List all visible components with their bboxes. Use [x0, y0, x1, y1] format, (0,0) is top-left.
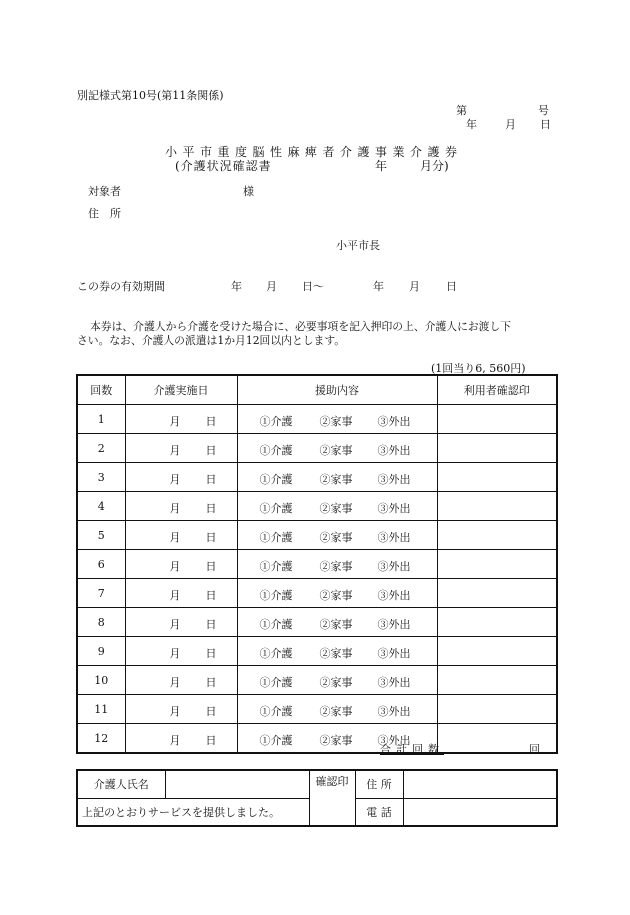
service-option-care: ①介護: [259, 734, 293, 747]
row-number: 8: [77, 608, 125, 637]
validity-to-day: 日: [446, 280, 457, 293]
user-seal-cell[interactable]: [437, 608, 557, 637]
row-number: 3: [77, 463, 125, 492]
service-option-outing: ③外出: [377, 502, 411, 515]
validity-from-month: 月: [266, 280, 277, 293]
issue-date-month: 月: [505, 118, 516, 131]
service-date-cell[interactable]: [125, 666, 237, 695]
row-number: 2: [77, 434, 125, 463]
service-option-housework: ②家事: [319, 589, 353, 602]
assistance-content-cell[interactable]: [237, 666, 437, 695]
user-seal-cell[interactable]: [437, 434, 557, 463]
form-reference: 別記様式第10号(第11条関係): [77, 89, 224, 102]
user-seal-cell[interactable]: [437, 521, 557, 550]
assistance-content-cell[interactable]: [237, 579, 437, 608]
caregiver-phone-label: 電 話: [355, 798, 403, 826]
total-underline: [440, 752, 536, 753]
row-number: 9: [77, 637, 125, 666]
table-row: [77, 434, 557, 463]
validity-to-year: 年: [373, 280, 384, 293]
table-row: [77, 695, 557, 724]
service-option-outing: ③外出: [377, 560, 411, 573]
assistance-content-cell[interactable]: [237, 550, 437, 579]
subtitle-month: 月分): [420, 159, 449, 173]
row-number: 6: [77, 550, 125, 579]
day-label: 日: [205, 618, 217, 631]
service-date-cell[interactable]: [125, 434, 237, 463]
user-seal-cell[interactable]: [437, 579, 557, 608]
table-row: [77, 521, 557, 550]
assistance-content-cell[interactable]: [237, 434, 437, 463]
month-label: 月: [169, 473, 181, 486]
table-row: [77, 550, 557, 579]
table-row: [77, 637, 557, 666]
service-option-outing: ③外出: [377, 444, 411, 457]
validity-from-day: 日〜: [302, 280, 324, 293]
day-label: 日: [205, 647, 217, 660]
service-option-care: ①介護: [259, 618, 293, 631]
assistance-content-cell[interactable]: [237, 608, 437, 637]
service-record-table: [76, 374, 558, 754]
service-option-outing: ③外出: [377, 705, 411, 718]
service-option-outing: ③外出: [377, 589, 411, 602]
assistance-content-cell[interactable]: [237, 521, 437, 550]
day-label: 日: [205, 531, 217, 544]
day-label: 日: [205, 560, 217, 573]
total-count-label: 合計回数: [380, 743, 444, 756]
service-option-housework: ②家事: [319, 473, 353, 486]
day-label: 日: [205, 705, 217, 718]
service-option-care: ①介護: [259, 589, 293, 602]
caregiver-table: [76, 769, 558, 827]
issuer-name: 小平市長: [336, 239, 380, 252]
issue-date-day: 日: [540, 118, 551, 131]
caregiver-address-label: 住 所: [355, 770, 403, 798]
service-date-cell[interactable]: [125, 637, 237, 666]
service-option-care: ①介護: [259, 473, 293, 486]
service-option-housework: ②家事: [319, 734, 353, 747]
assistance-content-cell[interactable]: [237, 405, 437, 434]
validity-label: この券の有効期間: [77, 280, 165, 293]
service-provided-statement: 上記のとおりサービスを提供しました。: [77, 798, 309, 826]
month-label: 月: [169, 560, 181, 573]
caregiver-name-field[interactable]: [165, 770, 309, 798]
header-assistance-content: 援助内容: [237, 375, 437, 405]
day-label: 日: [205, 444, 217, 457]
service-date-cell[interactable]: [125, 405, 237, 434]
row-number: 7: [77, 579, 125, 608]
document-number-prefix: 第: [456, 104, 467, 117]
day-label: 日: [205, 473, 217, 486]
service-option-outing: ③外出: [377, 473, 411, 486]
service-option-outing: ③外出: [377, 734, 411, 747]
service-option-housework: ②家事: [319, 560, 353, 573]
assistance-content-cell[interactable]: [237, 492, 437, 521]
caregiver-phone-field[interactable]: [403, 798, 557, 826]
service-date-cell[interactable]: [125, 550, 237, 579]
notice-line-2: さい。なお、介護人の派遣は1か月12回以内とします。: [77, 334, 346, 347]
service-option-housework: ②家事: [319, 676, 353, 689]
service-option-housework: ②家事: [319, 531, 353, 544]
subtitle-year: 年: [375, 159, 388, 173]
day-label: 日: [205, 734, 217, 747]
row-number: 4: [77, 492, 125, 521]
service-option-outing: ③外出: [377, 647, 411, 660]
month-label: 月: [169, 705, 181, 718]
validity-to-month: 月: [409, 280, 420, 293]
service-option-care: ①介護: [259, 705, 293, 718]
service-date-cell[interactable]: [125, 463, 237, 492]
assistance-content-cell[interactable]: [237, 695, 437, 724]
service-option-care: ①介護: [259, 415, 293, 428]
document-number-suffix: 号: [538, 104, 549, 117]
user-seal-cell[interactable]: [437, 550, 557, 579]
day-label: 日: [205, 502, 217, 515]
user-seal-cell[interactable]: [437, 463, 557, 492]
service-date-cell[interactable]: [125, 608, 237, 637]
table-row: [77, 579, 557, 608]
service-option-housework: ②家事: [319, 705, 353, 718]
month-label: 月: [169, 415, 181, 428]
issue-date-year: 年: [466, 118, 477, 131]
row-number: 5: [77, 521, 125, 550]
header-count: 回数: [77, 375, 125, 405]
service-option-housework: ②家事: [319, 647, 353, 660]
table-header-row: [77, 375, 557, 405]
service-date-cell[interactable]: [125, 579, 237, 608]
service-option-care: ①介護: [259, 444, 293, 457]
service-date-cell[interactable]: [125, 492, 237, 521]
service-option-care: ①介護: [259, 502, 293, 515]
document-title: 小平市重度脳性麻痺者介護事業介護券: [165, 145, 463, 159]
document-subtitle: (介護状況確認書: [175, 159, 272, 173]
service-option-housework: ②家事: [319, 618, 353, 631]
day-label: 日: [205, 676, 217, 689]
caregiver-seal-label: 確認印: [309, 770, 355, 826]
table-row: [77, 405, 557, 434]
service-option-housework: ②家事: [319, 444, 353, 457]
month-label: 月: [169, 647, 181, 660]
row-number: 11: [77, 695, 125, 724]
row-number: 10: [77, 666, 125, 695]
user-seal-cell[interactable]: [437, 637, 557, 666]
user-seal-cell[interactable]: [437, 405, 557, 434]
day-label: 日: [205, 415, 217, 428]
service-option-outing: ③外出: [377, 415, 411, 428]
address-label: 住 所: [88, 207, 121, 220]
table-row: [77, 463, 557, 492]
service-option-housework: ②家事: [319, 415, 353, 428]
rate-note: (1回当り6, 560円): [431, 362, 526, 375]
service-option-care: ①介護: [259, 531, 293, 544]
recipient-honorific: 様: [243, 185, 254, 198]
header-service-date: 介護実施日: [125, 375, 237, 405]
month-label: 月: [169, 676, 181, 689]
row-number: 12: [77, 724, 125, 754]
service-option-care: ①介護: [259, 647, 293, 660]
day-label: 日: [205, 589, 217, 602]
service-date-cell[interactable]: [125, 695, 237, 724]
header-user-seal: 利用者確認印: [437, 375, 557, 405]
service-option-outing: ③外出: [377, 676, 411, 689]
service-option-care: ①介護: [259, 676, 293, 689]
service-option-outing: ③外出: [377, 531, 411, 544]
row-number: 1: [77, 405, 125, 434]
service-option-care: ①介護: [259, 560, 293, 573]
recipient-label: 対象者: [88, 185, 121, 198]
month-label: 月: [169, 734, 181, 747]
assistance-content-cell[interactable]: [237, 637, 437, 666]
notice-line-1: 本券は、介護人から介護を受けた場合に、必要事項を記入押印の上、介護人にお渡し下: [90, 320, 512, 333]
month-label: 月: [169, 618, 181, 631]
service-option-outing: ③外出: [377, 618, 411, 631]
service-option-housework: ②家事: [319, 502, 353, 515]
validity-from-year: 年: [231, 280, 242, 293]
month-label: 月: [169, 444, 181, 457]
user-seal-cell[interactable]: [437, 666, 557, 695]
table-row: [77, 724, 557, 754]
table-row: [77, 608, 557, 637]
month-label: 月: [169, 589, 181, 602]
user-seal-cell[interactable]: [437, 695, 557, 724]
table-row: [77, 492, 557, 521]
assistance-content-cell[interactable]: [237, 463, 437, 492]
table-row: [77, 666, 557, 695]
month-label: 月: [169, 531, 181, 544]
caregiver-name-label: 介護人氏名: [77, 770, 165, 798]
service-date-cell[interactable]: [125, 521, 237, 550]
caregiver-address-field[interactable]: [403, 770, 557, 798]
month-label: 月: [169, 502, 181, 515]
total-count-unit: 回: [529, 743, 540, 756]
service-date-cell[interactable]: [125, 724, 237, 754]
user-seal-cell[interactable]: [437, 492, 557, 521]
